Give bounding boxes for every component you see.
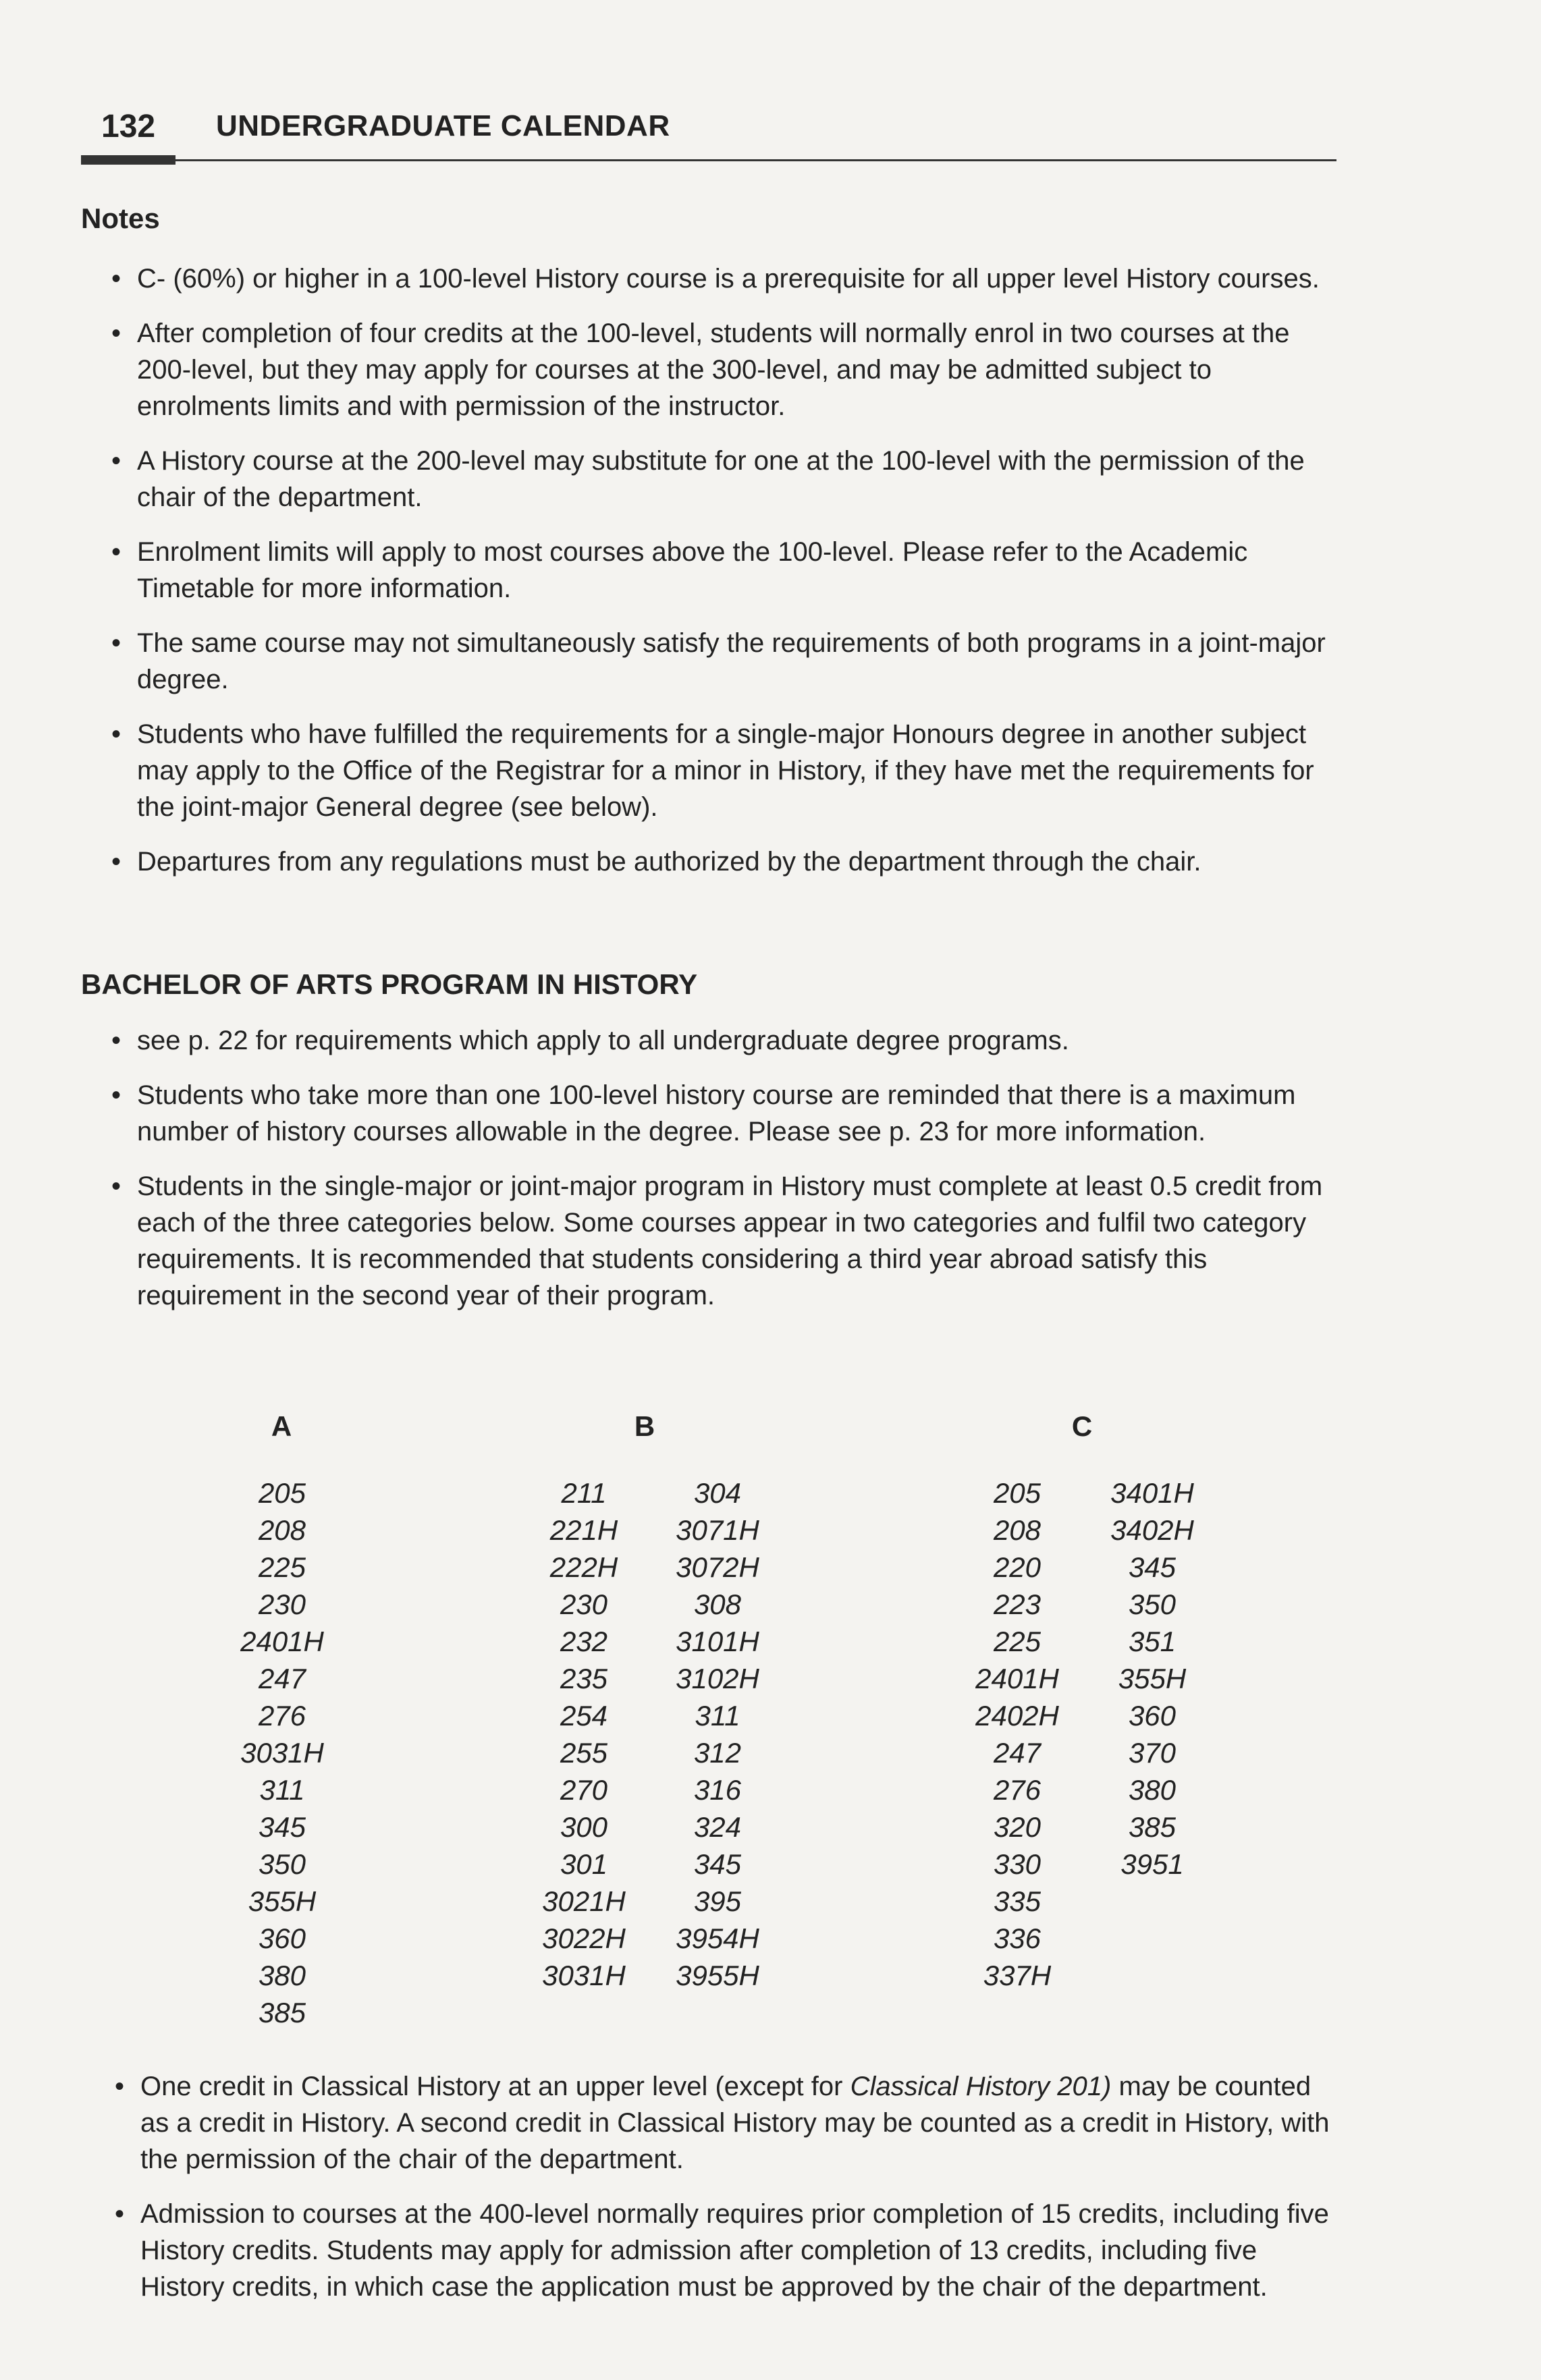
course-code: 320 [993, 1811, 1042, 1843]
course-code: 395 [693, 1885, 742, 1917]
course-code: 308 [693, 1588, 742, 1620]
category-b-label: B [634, 1410, 655, 1442]
course-code: 232 [560, 1626, 608, 1657]
course-code: 311 [259, 1774, 305, 1806]
program-heading: BACHELOR OF ARTS PROGRAM IN HISTORY [81, 968, 698, 1000]
course-code: 311 [695, 1700, 740, 1732]
program-item: • Students who take more than one 100-level history course are reminded that there is a maximum number of history courses allowable in the degree. Please see p. 23 for more information. [111, 1077, 1326, 1150]
course-code: 312 [693, 1737, 742, 1769]
course-code: 230 [258, 1588, 306, 1620]
closing-item-text: may be counted as a credit in History. A second credit in Classical History may be counted as a credit in History, with the permission of the chair of the department. [140, 2072, 1330, 2174]
course-code: 385 [258, 1997, 306, 2028]
course-code: 2402H [975, 1700, 1059, 1732]
course-code: 3954H [676, 1922, 759, 1954]
category-a-label: A [271, 1410, 292, 1442]
course-code: 335 [993, 1885, 1042, 1917]
program-item: • Students in the single-major or joint-major program in History must complete at least 0.5 credit from each of the three categories below. Some courses appear in two categories and fulfil two category requirements. It is recommended that students considering a third year abroad satisfy this requirement in the second year of their program. [111, 1168, 1326, 1314]
course-code: 350 [258, 1848, 306, 1880]
course-code: 360 [258, 1922, 306, 1954]
course-code: 3951 [1120, 1848, 1184, 1880]
category-b-column-2 [650, 1474, 785, 1994]
course-code: 225 [258, 1551, 306, 1583]
closing-list [115, 2068, 1330, 2323]
notes-item: • A History course at the 200-level may substitute for one at the 100-level with the permission of the chair of the department. [111, 443, 1326, 516]
course-code: 247 [993, 1737, 1042, 1769]
course-code: 2401H [975, 1663, 1059, 1694]
course-code: 337H [983, 1960, 1052, 1991]
course-code: 360 [1128, 1700, 1177, 1732]
course-code: 336 [993, 1922, 1042, 1954]
closing-item-text: One credit in Classical History at an upper level (except for [140, 2072, 850, 2101]
category-c-column-1 [950, 1474, 1085, 1994]
course-code: 208 [258, 1514, 306, 1546]
notes-item: • After completion of four credits at the 100-level, students will normally enrol in two courses at the 200-level, but they may apply for courses at the 300-level, and may be admitted subject to enrolments limits and with permission of the instructor. [111, 315, 1326, 424]
course-code: 345 [258, 1811, 306, 1843]
course-code: 208 [993, 1514, 1042, 1546]
course-code: 3021H [542, 1885, 626, 1917]
notes-item: • Departures from any regulations must be authorized by the department through the chair. [111, 843, 1326, 880]
course-code: 380 [1128, 1774, 1177, 1806]
course-code: 222H [549, 1551, 618, 1583]
course-code: 301 [560, 1848, 608, 1880]
notes-item: • The same course may not simultaneously satisfy the requirements of both programs in a joint-major degree. [111, 625, 1326, 698]
course-code: 3071H [676, 1514, 759, 1546]
course-code: 3031H [542, 1960, 626, 1991]
course-code: 355H [1118, 1663, 1187, 1694]
course-code: 254 [560, 1700, 608, 1732]
course-code: 304 [693, 1477, 742, 1509]
notes-item: • C- (60%) or higher in a 100-level History course is a prerequisite for all upper level History courses. [111, 260, 1326, 297]
course-code: 330 [993, 1848, 1042, 1880]
course-code: 3102H [676, 1663, 759, 1694]
course-code: 221H [549, 1514, 618, 1546]
course-code: 211 [561, 1477, 607, 1509]
course-code: 205 [993, 1477, 1042, 1509]
category-c-column-2 [1085, 1474, 1220, 1883]
category-table [0, 1410, 1541, 2045]
course-code: 220 [993, 1551, 1042, 1583]
notes-list [111, 260, 1326, 898]
course-code: 370 [1128, 1737, 1177, 1769]
course-code: 3072H [676, 1551, 759, 1583]
closing-item-italic: Classical History 201) [850, 2072, 1112, 2101]
course-code: 2401H [240, 1626, 324, 1657]
course-code: 3022H [542, 1922, 626, 1954]
category-c-label: C [1071, 1410, 1093, 1442]
program-item: • see p. 22 for requirements which apply to all undergraduate degree programs. [111, 1022, 1326, 1059]
course-code: 247 [258, 1663, 306, 1694]
category-b-column-1 [516, 1474, 651, 1994]
course-code: 316 [693, 1774, 742, 1806]
header-rule [81, 159, 1336, 161]
course-code: 225 [993, 1626, 1042, 1657]
course-code: 324 [693, 1811, 742, 1843]
course-code: 345 [693, 1848, 742, 1880]
course-code: 3955H [676, 1960, 759, 1991]
course-code: 3031H [240, 1737, 324, 1769]
course-code: 230 [560, 1588, 608, 1620]
course-code: 351 [1128, 1626, 1177, 1657]
page-header [81, 101, 1336, 162]
course-code: 3402H [1110, 1514, 1194, 1546]
course-code: 255 [560, 1737, 608, 1769]
course-code: 355H [248, 1885, 317, 1917]
course-code: 380 [258, 1960, 306, 1991]
course-code: 276 [258, 1700, 306, 1732]
course-code: 3101H [676, 1626, 759, 1657]
course-code: 223 [993, 1588, 1042, 1620]
category-a-column [215, 1474, 350, 2031]
program-list [111, 1022, 1326, 1332]
closing-item-text: Admission to courses at the 400-level normally requires prior completion of 15 credits, including five History credits. Students may apply for admission after completion of 13 credits, including five History credits, in which case the application must be approved by the chair of the department. [140, 2199, 1329, 2302]
page-number: 132 [101, 109, 156, 144]
notes-item: • Enrolment limits will apply to most courses above the 100-level. Please refer to the Academic Timetable for more information. [111, 534, 1326, 607]
course-code: 270 [560, 1774, 608, 1806]
notes-heading: Notes [81, 202, 160, 234]
course-code: 350 [1128, 1588, 1177, 1620]
course-code: 276 [993, 1774, 1042, 1806]
notes-item: • Students who have fulfilled the requirements for a single-major Honours degree in another subject may apply to the Office of the Registrar for a minor in History, if they have met the requirements for the joint-major General degree (see below). [111, 716, 1326, 825]
closing-item [115, 2196, 1330, 2305]
course-code: 300 [560, 1811, 608, 1843]
course-code: 205 [258, 1477, 306, 1509]
course-code: 385 [1128, 1811, 1177, 1843]
course-code: 345 [1128, 1551, 1177, 1583]
course-code: 3401H [1110, 1477, 1194, 1509]
page-title: UNDERGRADUATE CALENDAR [216, 109, 670, 142]
course-code: 235 [560, 1663, 608, 1694]
closing-item [115, 2068, 1330, 2178]
